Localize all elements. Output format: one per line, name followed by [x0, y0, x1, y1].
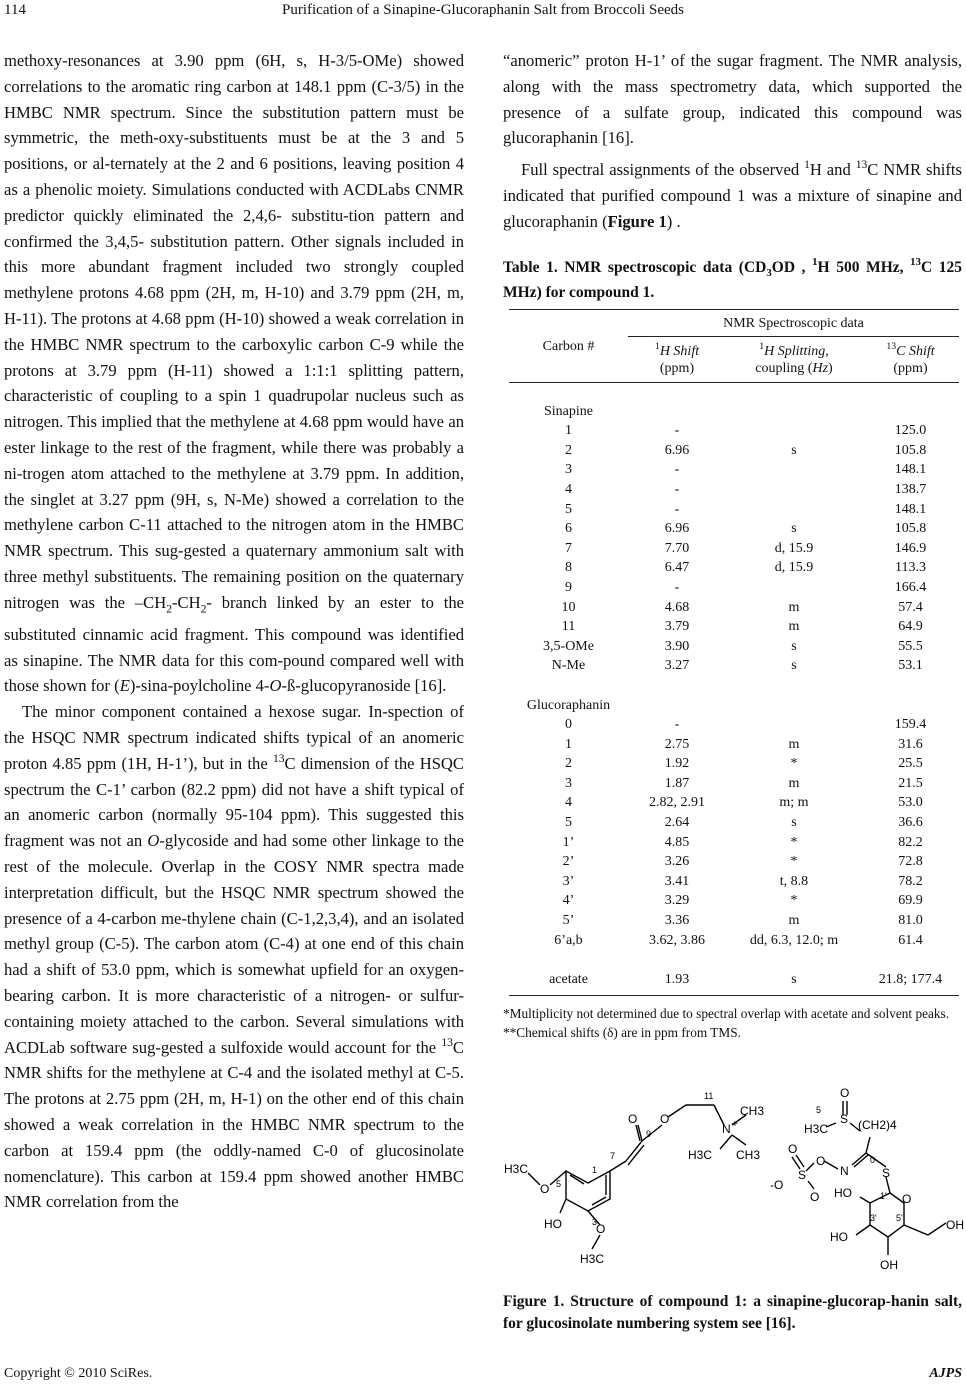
fig-label: 5	[816, 1105, 822, 1115]
cell-c-shift: 61.4	[898, 932, 923, 948]
table-row	[509, 578, 959, 598]
cell-h-shift: 3.26	[664, 854, 690, 870]
text-run: methoxy-resonances at 3.90 ppm (6H, s, H-3/5-OMe) showed correlations to the aromatic ring carbon at 148.1 ppm (C-3/5) in the HMBC NMR spectrum. Since the substitution pattern must be symmetric, the meth-oxy-substituents must be at the 3 and 5 positions, or al-ternately at the 2 and 6 positions, leaving position 4 as a phenolic moiety. Simulations conducted with ACDLabs CNMR predictor quickly eliminated the 2,4,6- substitu-tion pattern and confirmed the 3,4,5- substitution pattern. Other signals included in this more abundant fragment included two strongly coupled methylene protons 4.68 ppm (2H, m, H-10) and 3.79 ppm (2H, m, H-11). The protons at 4.68 ppm (H-10) showed a weak correlation in the HMBC NMR spectrum to the carboxylic carbon C-9 while the protons at 3.79 ppm (H-11) showed a 1:1:1 splitting pattern, characteristic of coupling to a spin 1 quadrupolar nucleus such as nitrogen. This implied that the methylene at 4.68 ppm would have an ester linkage to the rest of the fragment, while there was probably a ni-trogen atom attached to the methylene at 3.79 ppm. In addition, the singlet at 3.27 ppm (9H, s, N-Me) showed a correlation to the methylene carbon C-11 attached to the nitrogen atom in the HMBC NMR spectrum. This sug-gested a quaternary ammonium salt with three methyl substituents. The remaining position on the quaternary nitrogen was the –CH	[4, 51, 464, 612]
cell-h-shift: 7.70	[664, 540, 690, 556]
cell-carbon: 6	[565, 521, 572, 537]
cell-carbon: 0	[565, 717, 572, 733]
cell-h-shift: -	[674, 579, 680, 595]
superscript: 13	[886, 340, 897, 352]
fig-label: OH	[946, 1218, 964, 1232]
subscript: 3	[766, 267, 772, 280]
text-run: C 125 MHz) for compound 1.	[503, 259, 963, 302]
paragraph-anomeric: “anomeric” proton H-1’ of the sugar fragment. The NMR analysis, along with the mass spectrometry data, which supported the presence of a sulfate group, indicated this compound was glucoraphanin [16].	[503, 51, 962, 148]
cell-h-shift: -	[674, 481, 680, 497]
fig-label: N	[722, 1122, 731, 1136]
cell-c-shift: 55.5	[898, 638, 923, 654]
footer-copyright: Copyright © 2010 SciRes.	[4, 1366, 153, 1381]
text-run: The minor component contained a hexose sugar. In-spection of the HSQC NMR spectrum indicated shifts typical of an anomeric proton 4.85 ppm (1H, H-1’), but in the	[4, 702, 464, 773]
italic-run: O	[269, 676, 282, 696]
table-row	[509, 637, 959, 657]
cell-carbon: 5’	[562, 913, 575, 929]
cell-carbon: 4	[565, 481, 572, 497]
table-row	[509, 558, 959, 578]
cell-c-shift: 31.6	[898, 736, 923, 752]
italic-run: Hz	[812, 360, 829, 376]
table-row	[509, 598, 959, 618]
text-run: coupling (	[755, 360, 813, 376]
text-run: Full spectral assignments of the observed	[521, 160, 805, 180]
cell-c-shift: 78.2	[898, 873, 923, 889]
fig-label: OH	[880, 1258, 898, 1272]
cell-splitting: s	[791, 658, 797, 674]
cell-h-shift: 1.87	[664, 775, 690, 791]
table-row	[509, 539, 959, 559]
header-group: NMR Spectroscopic data	[723, 316, 864, 331]
text-run: -ß-glucopyranoside [16].	[281, 676, 447, 696]
paragraph-sinapine	[4, 48, 464, 699]
superscript: 1	[759, 340, 765, 352]
cell-c-shift: 57.4	[898, 599, 923, 615]
fig-label: O	[596, 1222, 606, 1236]
left-column	[4, 48, 464, 1215]
fig-label: O	[810, 1190, 820, 1204]
fig-label: 5	[556, 1179, 562, 1189]
italic-run: O	[147, 831, 160, 851]
cell-h-shift: 6.96	[664, 442, 690, 458]
cell-splitting: s	[791, 971, 797, 987]
table-row	[509, 715, 959, 735]
cell-c-shift: 82.2	[898, 834, 923, 850]
header-h-shift	[628, 337, 726, 382]
subscript: 2	[200, 602, 207, 616]
cell-splitting: d, 15.9	[774, 560, 814, 576]
figure-structure	[500, 1085, 966, 1285]
cell-h-shift: 2.82, 2.91	[649, 795, 705, 811]
table-row	[509, 970, 959, 990]
table-row	[509, 852, 959, 872]
figure-reference: Figure 1	[607, 211, 667, 231]
cell-h-shift: 3.29	[664, 893, 690, 909]
cell-h-shift: 1.93	[664, 971, 690, 987]
cell-splitting: s	[791, 815, 797, 831]
cell-splitting	[726, 480, 862, 500]
table-row	[509, 793, 959, 813]
cell-c-shift: 69.9	[898, 893, 923, 909]
table-row	[509, 754, 959, 774]
cell-splitting: m	[788, 599, 800, 615]
cell-carbon: 6’a,b	[554, 932, 583, 948]
cell-carbon: 7	[565, 540, 572, 556]
fig-label: H3C	[688, 1148, 713, 1162]
cell-h-shift: 1.92	[664, 756, 690, 772]
cell-carbon: 3’	[562, 873, 575, 889]
table-row	[509, 833, 959, 853]
text-run: C NMR shifts for the methylene at C-4 and the isolated methyl at C-5. The protons at 2.75 ppm (2H, m, H-1) on the other end of this chain showed a weak correlation in the HMBC NMR spectrum to the carbon at 159.4 ppm (the oddly-named C-0 of glucosinolate nomenclature). This carbon at 159.4 ppm showed another HMBC NMR correlation from the	[4, 1037, 464, 1212]
superscript: 1	[804, 158, 810, 172]
text-run: )-sina-poylcholine 4-	[129, 676, 270, 696]
running-title: Purification of a Sinapine-Glucoraphanin Salt from Broccoli Seeds	[282, 2, 684, 18]
table-row	[509, 519, 959, 539]
header-h-splitting	[726, 337, 862, 382]
superscript: 1	[654, 340, 660, 352]
cell-splitting	[726, 578, 862, 598]
cell-splitting: s	[791, 521, 797, 537]
cell-c-shift: 125.0	[894, 423, 927, 439]
cell-c-shift: 166.4	[894, 579, 927, 595]
table-row	[509, 480, 959, 500]
fig-label: 3	[592, 1217, 598, 1227]
cell-splitting: t, 8.8	[779, 873, 809, 889]
text-run: OD ,	[771, 259, 813, 276]
cell-c-shift: 159.4	[894, 717, 927, 733]
fig-label: 0	[870, 1155, 876, 1165]
page-number: 114	[4, 2, 26, 18]
cell-c-shift: 105.8	[894, 521, 927, 537]
cell-carbon: 9	[565, 579, 572, 595]
cell-splitting: *	[790, 834, 798, 850]
text-run: Table 1. NMR spectroscopic data (CD	[503, 259, 767, 276]
fig-label: 11	[704, 1091, 714, 1101]
cell-splitting: *	[790, 893, 798, 909]
cell-h-shift: 3.41	[664, 873, 690, 889]
table-bottom-rule	[509, 995, 959, 996]
fig-label: +	[732, 1119, 738, 1130]
table-row	[509, 500, 959, 520]
table-row	[509, 421, 959, 441]
cell-h-shift: 3.79	[664, 619, 690, 635]
cell-splitting: d, 15.9	[774, 540, 814, 556]
superscript: 13	[855, 158, 868, 172]
cell-carbon: 4’	[562, 893, 575, 909]
cell-c-shift: 64.9	[898, 619, 923, 635]
cell-splitting: m	[788, 913, 800, 929]
text-run: (ppm)	[659, 360, 695, 376]
superscript: 13	[441, 1035, 453, 1049]
footer-journal: AJPS	[929, 1366, 962, 1381]
nmr-table	[509, 310, 959, 989]
cell-carbon: 11	[561, 619, 576, 635]
superscript: 13	[272, 751, 285, 765]
fig-label: O	[902, 1192, 912, 1206]
superscript: 1	[812, 256, 818, 268]
cell-splitting	[726, 421, 862, 441]
table-row	[509, 656, 959, 676]
italic-run: C Shift	[896, 343, 935, 359]
cell-carbon: 8	[565, 560, 572, 576]
cell-h-shift: -	[674, 717, 680, 733]
cell-h-shift: -	[674, 462, 680, 478]
italic-run: E	[119, 676, 130, 696]
cell-h-shift: 4.85	[664, 834, 690, 850]
table-row	[509, 813, 959, 833]
text-run: C NMR shifts indicated that purified compound 1 was a mixture of sinapine and glucoraphanin (	[503, 160, 962, 231]
fig-label: -O	[770, 1178, 784, 1192]
cell-c-shift: 53.0	[898, 795, 923, 811]
text-run: H 500 MHz,	[817, 259, 911, 276]
cell-splitting: m	[788, 736, 800, 752]
fig-label: H3C	[504, 1162, 529, 1176]
fig-label: 7	[610, 1151, 616, 1161]
cell-c-shift: 146.9	[894, 540, 927, 556]
cell-carbon: 3	[565, 462, 572, 478]
cell-carbon: acetate	[549, 971, 588, 987]
cell-h-shift: 3.36	[664, 913, 690, 929]
table-caption	[503, 258, 962, 302]
section-label-glucoraphanin: Glucoraphanin	[526, 697, 611, 713]
fig-label: O	[788, 1142, 798, 1156]
text-run: -CH	[172, 592, 201, 612]
cell-splitting: *	[790, 756, 798, 772]
cell-carbon: 10	[561, 599, 576, 615]
fig-label: 3'	[870, 1213, 877, 1223]
cell-c-shift: 21.5	[898, 775, 923, 791]
italic-run: H Splitting,	[764, 343, 829, 359]
cell-c-shift: 36.6	[898, 815, 923, 831]
cell-h-shift: 3.62, 3.86	[649, 932, 705, 948]
cell-c-shift: 72.8	[898, 854, 923, 870]
text-run: H and	[809, 160, 856, 180]
cell-h-shift: 6.47	[664, 560, 690, 576]
cell-h-shift: 4.68	[664, 599, 690, 615]
fig-label: O	[540, 1182, 550, 1196]
section-label-sinapine: Sinapine	[544, 403, 593, 419]
fig-label: O	[628, 1112, 638, 1126]
cell-carbon: 1	[565, 736, 572, 752]
fig-label: S	[840, 1112, 849, 1126]
cell-h-shift: 3.90	[664, 638, 690, 654]
fig-label: CH3	[740, 1104, 765, 1118]
table-row	[509, 735, 959, 755]
header-carbon: Carbon #	[542, 338, 595, 354]
subscript: 2	[166, 602, 172, 616]
fig-label: HO	[834, 1186, 852, 1200]
cell-carbon: 2	[565, 756, 572, 772]
cell-c-shift: 138.7	[894, 481, 927, 497]
text-run: -glycoside and had some other linkage to the rest of the molecule. Overlap in the COSY NMR spectra made interpretation difficult, but the HSQC NMR spectrum showed the presence of a 4-carbon me-thylene chain (C-1,2,3,4), and an isolated methyl group (C-5). The carbon atom (C-4) at one end of this chain had a shift of 53.0 ppm, which is somewhat upfield for an oxygen-bearing carbon. It is more characteristic of a nitrogen- or sulfur-containing moiety attached to the carbon. Several simulations with ACDLab software sug-gested a sulfoxide would account for the	[4, 831, 464, 1057]
cell-c-shift: 148.1	[894, 462, 927, 478]
cell-carbon: 5	[565, 815, 572, 831]
fig-label: S	[882, 1166, 891, 1180]
cell-h-shift: -	[674, 501, 680, 517]
cell-carbon: 3	[565, 775, 572, 791]
header-c-shift	[862, 337, 959, 382]
superscript: 13	[910, 256, 921, 268]
fig-label: (CH2)4	[858, 1118, 897, 1132]
table-row	[509, 460, 959, 480]
cell-carbon: 1’	[562, 834, 575, 850]
figure-caption: Figure 1. Structure of compound 1: a sinapine-glucorap-hanin salt, for glucosinolate numbering system see [16].	[503, 1293, 962, 1332]
table-row	[509, 891, 959, 911]
cell-h-shift: 6.96	[664, 521, 690, 537]
cell-c-shift: 21.8; 177.4	[878, 971, 943, 987]
cell-splitting: *	[790, 854, 798, 870]
paragraph-hexose	[4, 699, 464, 1215]
fig-label: HO	[544, 1217, 562, 1231]
fig-label: 9	[646, 1129, 652, 1139]
cell-splitting: m; m	[779, 795, 809, 811]
table-row	[509, 441, 959, 461]
cell-splitting: s	[791, 638, 797, 654]
fig-label: CH3	[736, 1148, 761, 1162]
fig-label: HO	[830, 1230, 848, 1244]
table-row	[509, 931, 959, 951]
cell-c-shift: 105.8	[894, 442, 927, 458]
cell-splitting	[726, 460, 862, 480]
fig-label: O	[816, 1154, 826, 1168]
right-column	[503, 48, 962, 235]
page-header	[0, 0, 966, 22]
cell-carbon: 4	[565, 795, 572, 811]
text-run: ) .	[666, 211, 681, 231]
cell-splitting	[726, 715, 862, 735]
table-row	[509, 774, 959, 794]
cell-splitting	[726, 500, 862, 520]
cell-carbon: 5	[565, 501, 572, 517]
text-run: (ppm)	[893, 360, 928, 376]
cell-c-shift: 81.0	[898, 913, 923, 929]
cell-splitting: m	[788, 775, 800, 791]
table-row	[509, 911, 959, 931]
fig-label: 1	[592, 1165, 598, 1175]
cell-h-shift: -	[674, 423, 680, 439]
sinapine-labels	[504, 1091, 764, 1266]
text-run: - branch linked by an ester to the substituted cinnamic acid fragment. This compound was identified as sinapine. The NMR data for this com-pound compared well with those shown for (	[4, 592, 465, 696]
table-row	[509, 617, 959, 637]
cell-carbon: 1	[565, 423, 572, 439]
cell-splitting: m	[788, 619, 800, 635]
fig-label: N	[840, 1164, 849, 1178]
text-run: )	[828, 360, 833, 376]
table-row	[509, 872, 959, 892]
cell-h-shift: 2.64	[664, 815, 690, 831]
table-footnote: *Multiplicity not determined due to spectral overlap with acetate and solvent peaks. **Chemical shifts (δ) are in ppm from TMS.	[503, 1006, 950, 1040]
cell-c-shift: 113.3	[895, 560, 926, 576]
cell-carbon: 2’	[562, 854, 575, 870]
fig-label: 1'	[880, 1191, 887, 1201]
fig-label: 5'	[896, 1213, 903, 1223]
fig-label: S	[798, 1168, 807, 1182]
cell-c-shift: 53.1	[898, 658, 923, 674]
table-body	[509, 382, 959, 989]
italic-run: H Shift	[659, 343, 700, 359]
cell-splitting: dd, 6.3, 12.0; m	[749, 932, 839, 948]
fig-label: O	[840, 1086, 850, 1100]
cell-carbon: 2	[565, 442, 572, 458]
cell-c-shift: 25.5	[898, 756, 923, 772]
cell-c-shift: 148.1	[894, 501, 927, 517]
cell-carbon: N-Me	[551, 658, 586, 674]
paragraph-assignments	[503, 157, 962, 234]
chemical-structure	[500, 1085, 966, 1285]
cell-carbon: 3,5-OMe	[543, 638, 594, 654]
cell-h-shift: 2.75	[664, 736, 690, 752]
fig-label: H3C	[804, 1122, 829, 1136]
cell-h-shift: 3.27	[664, 658, 690, 674]
cell-splitting: s	[791, 442, 797, 458]
glucoraphanin-labels	[770, 1086, 964, 1272]
fig-label: O	[660, 1112, 670, 1126]
fig-label: H3C	[580, 1252, 605, 1266]
text-run: C dimension of the HSQC spectrum the C-1’ carbon (82.2 ppm) did not have a shift typical of an anomeric carbon (normally 95-104 ppm). This suggested this fragment was not an	[4, 753, 464, 851]
